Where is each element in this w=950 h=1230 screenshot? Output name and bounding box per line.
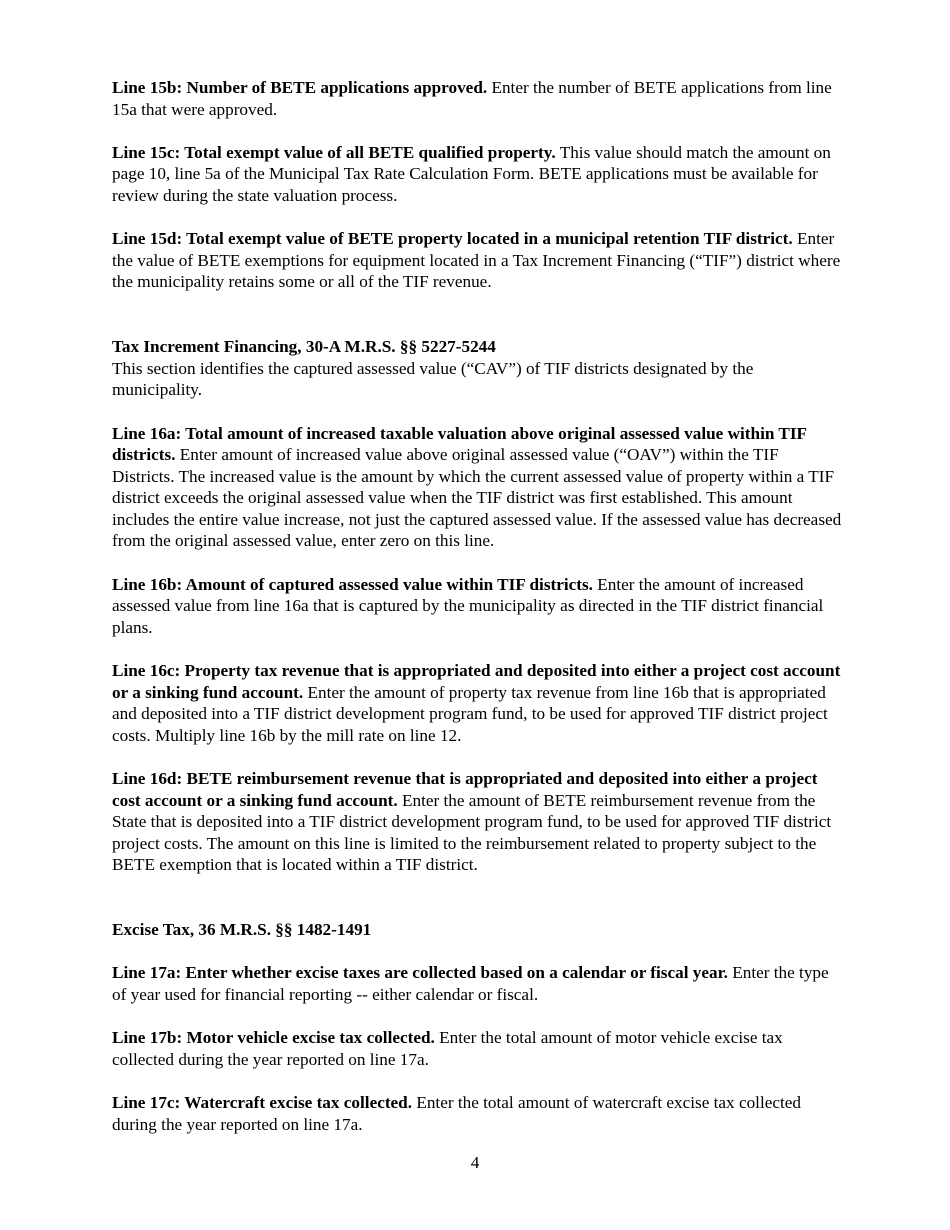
line-17a-text: Enter the type of year used for financial reporting -- either calendar or fiscal. — [112, 963, 829, 1004]
line-15b-heading: Line 15b: Number of BETE applications approved. — [112, 78, 488, 97]
line-16c-paragraph — [112, 660, 842, 746]
excise-section-heading: Excise Tax, 36 M.R.S. §§ 1482-1491 — [112, 920, 372, 940]
line-16c-heading: Line 16c: Property tax revenue that is appropriated and deposited into either a project cost account or a sinking fund account. — [112, 661, 841, 702]
line-17b-paragraph — [112, 1027, 842, 1070]
line-15c-text: This value should match the amount on page 10, line 5a of the Municipal Tax Rate Calculation Form. BETE applications must be available for review during the state valuation process. — [112, 142, 831, 205]
line-16a-heading: Line 16a: Total amount of increased taxable valuation above original assessed value within TIF districts. — [112, 423, 807, 465]
line-15c-paragraph — [112, 142, 842, 207]
line-16b-text: Enter the amount of increased assessed value from line 16a that is captured by the municipality as directed in the TIF district financial plans. — [112, 574, 824, 637]
line-16c-text: Enter the amount of property tax revenue from line 16b that is appropriated and deposited into a TIF district development program fund, to be used for approved TIF district project costs. Multiply line 16b by the mill rate on line 12. — [112, 682, 828, 745]
line-15d-paragraph — [112, 228, 842, 293]
document-page — [112, 77, 842, 1157]
page-number: 4 — [470, 1153, 480, 1172]
line-16d-heading: Line 16d: BETE reimbursement revenue that is appropriated and deposited into either a project cost account or a sinking fund account. — [112, 769, 818, 810]
line-15b-text: Enter the number of BETE applications from line 15a that were approved. — [112, 78, 832, 119]
line-17b-text: Enter the total amount of motor vehicle excise tax collected during the year reported on line 17a. — [112, 1028, 783, 1069]
line-17c-paragraph — [112, 1092, 842, 1135]
line-16b-heading: Line 16b: Amount of captured assessed value within TIF districts. — [112, 574, 593, 594]
line-15c-heading: Line 15c: Total exempt value of all BETE qualified property. — [112, 142, 556, 162]
tif-section-intro: This section identifies the captured assessed value (“CAV”) of TIF districts designated by the municipality. — [112, 358, 754, 400]
line-17c-text: Enter the total amount of watercraft excise tax collected during the year reported on line 17a. — [112, 1092, 801, 1134]
line-16a-paragraph — [112, 423, 842, 553]
line-16a-text: Enter amount of increased value above original assessed value (“OAV”) within the TIF Districts. The increased value is the amount by which the current assessed value of property within a TIF district exceeds the original assessed value when the TIF district was first established. This amount includes the entire value increase, not just the captured assessed value. If the assessed value has decreased from the original assessed value, enter zero on this line. — [112, 445, 842, 551]
line-15b-paragraph — [112, 77, 842, 120]
tif-section-heading: Tax Increment Financing, 30-A M.R.S. §§ 5227-5244 — [112, 337, 496, 357]
line-15d-heading: Line 15d: Total exempt value of BETE property located in a municipal retention TIF district. — [112, 229, 793, 249]
line-15d-text: Enter the value of BETE exemptions for equipment located in a Tax Increment Financing (“TIF”) district where the municipality retains some or all of the TIF revenue. — [112, 229, 841, 292]
line-16d-text: Enter the amount of BETE reimbursement revenue from the State that is deposited into a TIF district development program fund, to be used for approved TIF district project costs. The amount on this line is limited to the reimbursement related to property subject to the BETE exemption that is located within a TIF district. — [112, 790, 832, 875]
line-17b-heading: Line 17b: Motor vehicle excise tax collected. — [112, 1028, 435, 1048]
line-17c-heading: Line 17c: Watercraft excise tax collected. — [112, 1092, 413, 1112]
line-16d-paragraph — [112, 768, 842, 876]
line-17a-heading: Line 17a: Enter whether excise taxes are collected based on a calendar or fiscal year. — [112, 963, 728, 983]
line-17a-paragraph — [112, 962, 842, 1005]
line-16b-paragraph — [112, 574, 842, 639]
